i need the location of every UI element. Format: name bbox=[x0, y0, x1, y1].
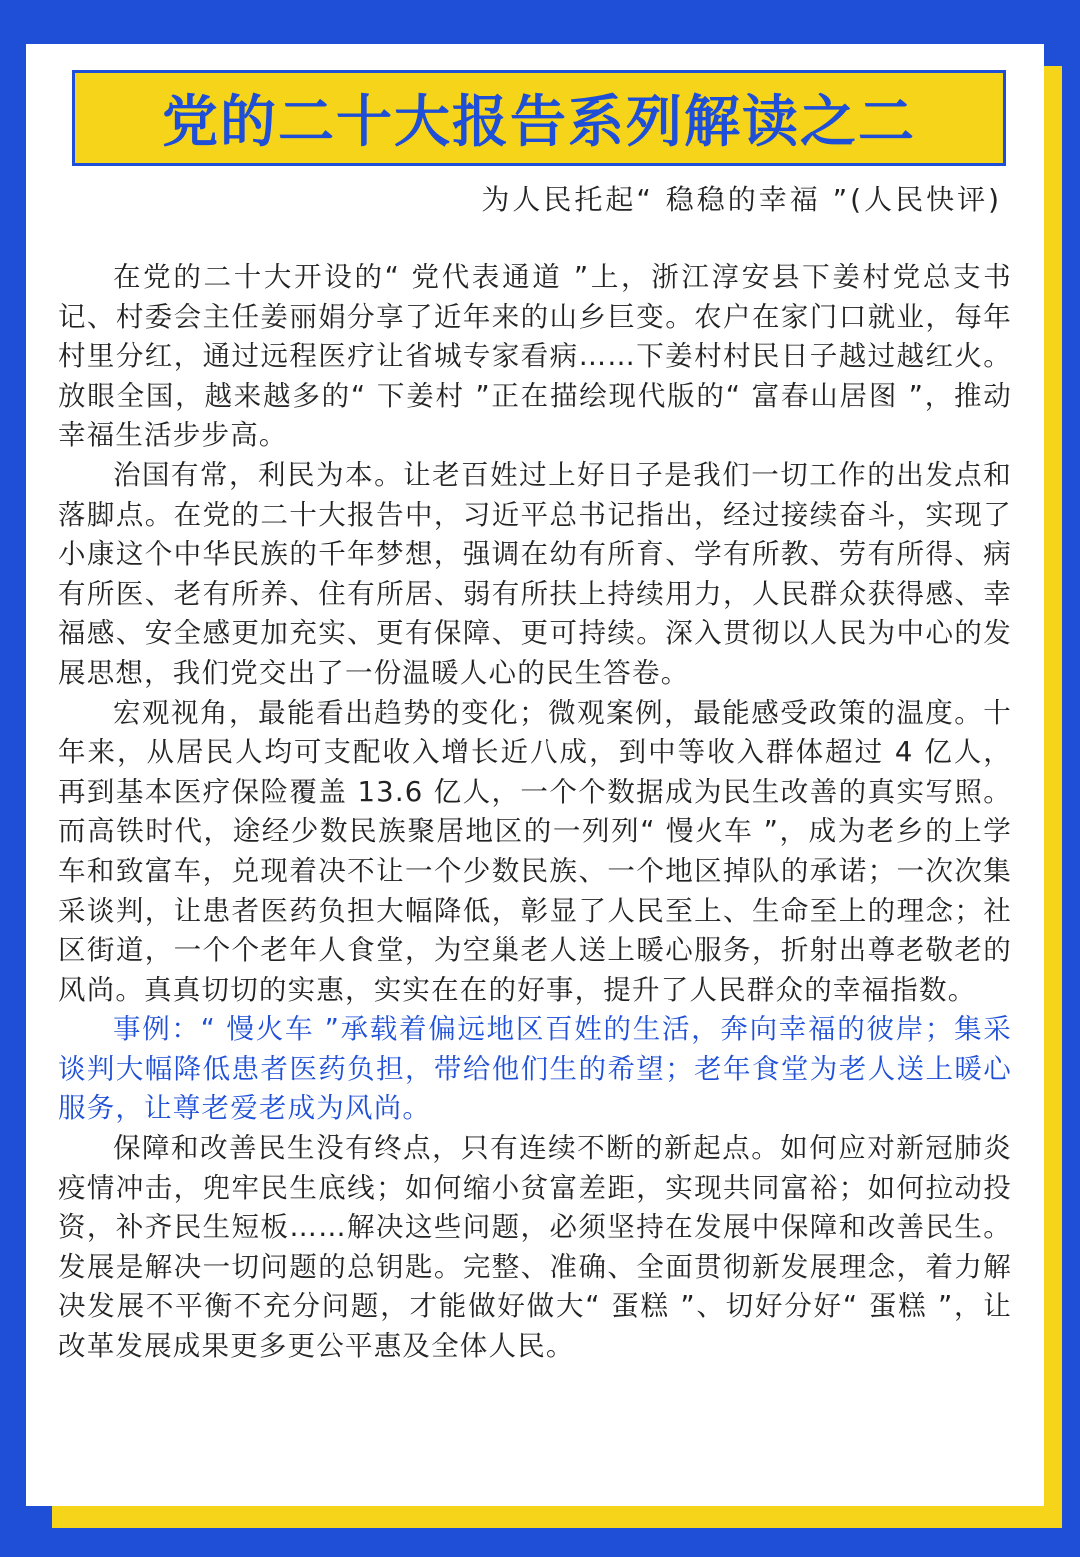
paragraph: 宏观视角，最能看出趋势的变化；微观案例，最能感受政策的温度。十年来，从居民人均可支配收入增长近八成，到中等收入群体超过 4 亿人，再到基本医疗保险覆盖 13.6 亿人，一个个数据成为民生改善的真实写照。而高铁时代，途经少数民族聚居地区的一列列“ 慢火车 ”，成为老乡的上学车和致富车，兑现着决不让一个少数民族、一个地区掉队的承诺；一次次集采谈判，让患者医药负担大幅降低，彰显了人民至上、生命至上的理念；社区街道，一个个老年人食堂，为空巢老人送上暖心服务，折射出尊老敬老的风尚。真真切切的实惠，实实在在的好事，提升了人民群众的幸福指数。 bbox=[58, 696, 1012, 1006]
paragraph: 治国有常，利民为本。让老百姓过上好日子是我们一切工作的出发点和落脚点。在党的二十大报告中，习近平总书记指出，经过接续奋斗，实现了小康这个中华民族的千年梦想，强调在幼有所育、学有所教、劳有所得、病有所医、老有所养、住有所居、弱有所扶上持续用力，人民群众获得感、幸福感、安全感更加充实、更有保障、更可持续。深入贯彻以人民为中心的发展思想，我们党交出了一份温暖人心的民生答卷。 bbox=[58, 458, 1012, 689]
page-title: 党的二十大报告系列解读之二 bbox=[162, 90, 916, 155]
example-paragraph: 事例：“ 慢火车 ”承载着偏远地区百姓的生活，奔向幸福的彼岸；集采谈判大幅降低患者医药负担，带给他们生的希望；老年食堂为老人送上暖心服务，让尊老爱老成为风尚。 bbox=[58, 1013, 1012, 1125]
paragraph: 保障和改善民生没有终点，只有连续不断的新起点。如何应对新冠肺炎疫情冲击，兜牢民生底线；如何缩小贫富差距，实现共同富裕；如何拉动投资，补齐民生短板……解决这些问题，必须坚持在发展中保障和改善民生。发展是解决一切问题的总钥匙。完整、准确、全面贯彻新发展理念，着力解决发展不平衡不充分问题，才能做好做大“ 蛋糕 ”、切好分好“ 蛋糕 ”，让改革发展成果更多更公平惠及全体人民。 bbox=[58, 1132, 1012, 1363]
article-subtitle: 为人民托起“ 稳稳的幸福 ”(人民快评) bbox=[481, 183, 1002, 216]
paragraph: 在党的二十大开设的“ 党代表通道 ”上，浙江淳安县下姜村党总支书记、村委会主任姜丽娟分享了近年来的山乡巨变。农户在家门口就业，每年村里分红，通过远程医疗让省城专家看病……下姜村村民日子越过越红火。放眼全国，越来越多的“ 下姜村 ”正在描绘现代版的“ 富春山居图 ”，推动幸福生活步步高。 bbox=[58, 261, 1012, 452]
title-banner bbox=[72, 70, 1006, 166]
article-body bbox=[58, 258, 1012, 1367]
